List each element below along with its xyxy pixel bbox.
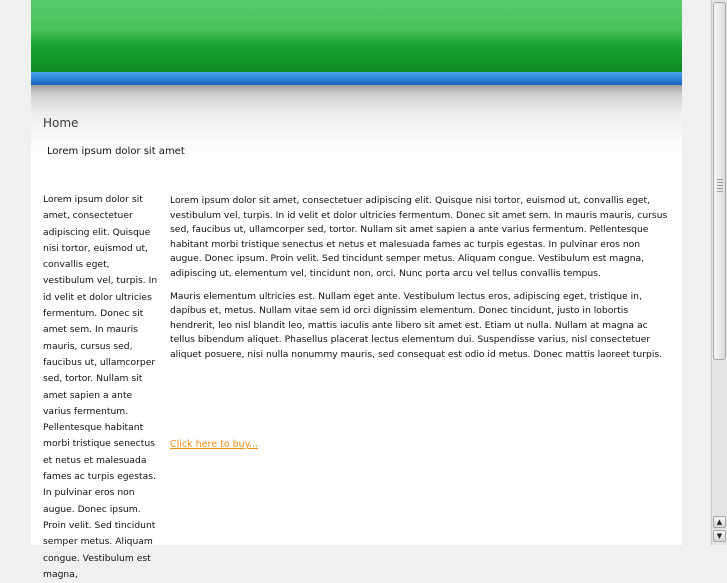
scroll-down-button[interactable] [713,530,726,542]
arrow-up-icon: ▲ [716,518,723,526]
scrollbar-thumb[interactable] [713,2,726,360]
grip-icon [717,179,723,193]
buy-link[interactable]: Click here to buy... [170,439,259,450]
scroll-up-button[interactable] [713,516,726,528]
arrow-down-icon: ▼ [716,532,723,540]
page-container [31,0,682,580]
main-paragraph-2: Mauris elementum ultricies est. Nullam eget ante. Vestibulum lectus eros, adipiscing eget, tristique in, dapibus et, metus. Nullam vitae sem id orci dignissim elementum. Donec tincidunt, justo in lobortis hendrerit, leo nisl blandit leo, mattis iaculis ante libero sit amet est. Etiam ut nulla. Nullam at magna ac tellus bibendum aliquet. Phasellus placerat lectus elementum dui. Suspendisse varius, nisl consectetuer aliquet posuere, nisi nulla nonummy mauris, sed consequat est odio id metus. Donec mattis laoreet turpis. [170,290,663,360]
header-banner [31,0,682,72]
nav-home-link[interactable]: Home [43,116,79,130]
tagline: Lorem ipsum dolor sit amet [47,146,185,157]
sidebar-text: Lorem ipsum dolor sit amet, consectetuer adipiscing elit. Quisque nisi tortor, euismod ut, convallis eget, vestibulum vel, turpis. In id velit et dolor ultricies fermentum. Donec sit amet sem. In mauris mauris, cursus sed, faucibus ut, ullamcorper sed, tortor. Nullam sit amet sapien a ante varius fermentum. Pellentesque habitant morbi tristique senectus et netus et malesuada fames ac turpis egestas. In pulvinar eros non augue. Donec ipsum. Proin velit. Sed tincidunt semper metus. Aliquam congue. Vestibulum est magna, [43,194,158,580]
vertical-scrollbar[interactable] [711,0,727,545]
page-margin [682,0,711,545]
header-accent-bar [31,72,682,85]
main-paragraph-1: Lorem ipsum dolor sit amet, consectetuer adipiscing elit. Quisque nisi tortor, euismod ut, convallis eget, vestibulum vel, turpis. In id velit et dolor ultricies fermentum. Donec sit amet sem. In mauris mauris, cursus sed, faucibus ut, ullamcorper sed, tortor. Nullam sit amet sapien a ante varius fermentum. Pellentesque habitant morbi tristique senectus et netus et malesuada fames ac turpis egestas. In pulvinar eros non augue. Donec ipsum. Proin velit. Sed tincidunt semper metus. Aliquam congue. Vestibulum est magna, adipiscing ut, elementum vel, tincidunt non, orci. Nunc porta arcu vel tellus convallis tempus. [170,195,668,279]
main-content [170,194,670,371]
